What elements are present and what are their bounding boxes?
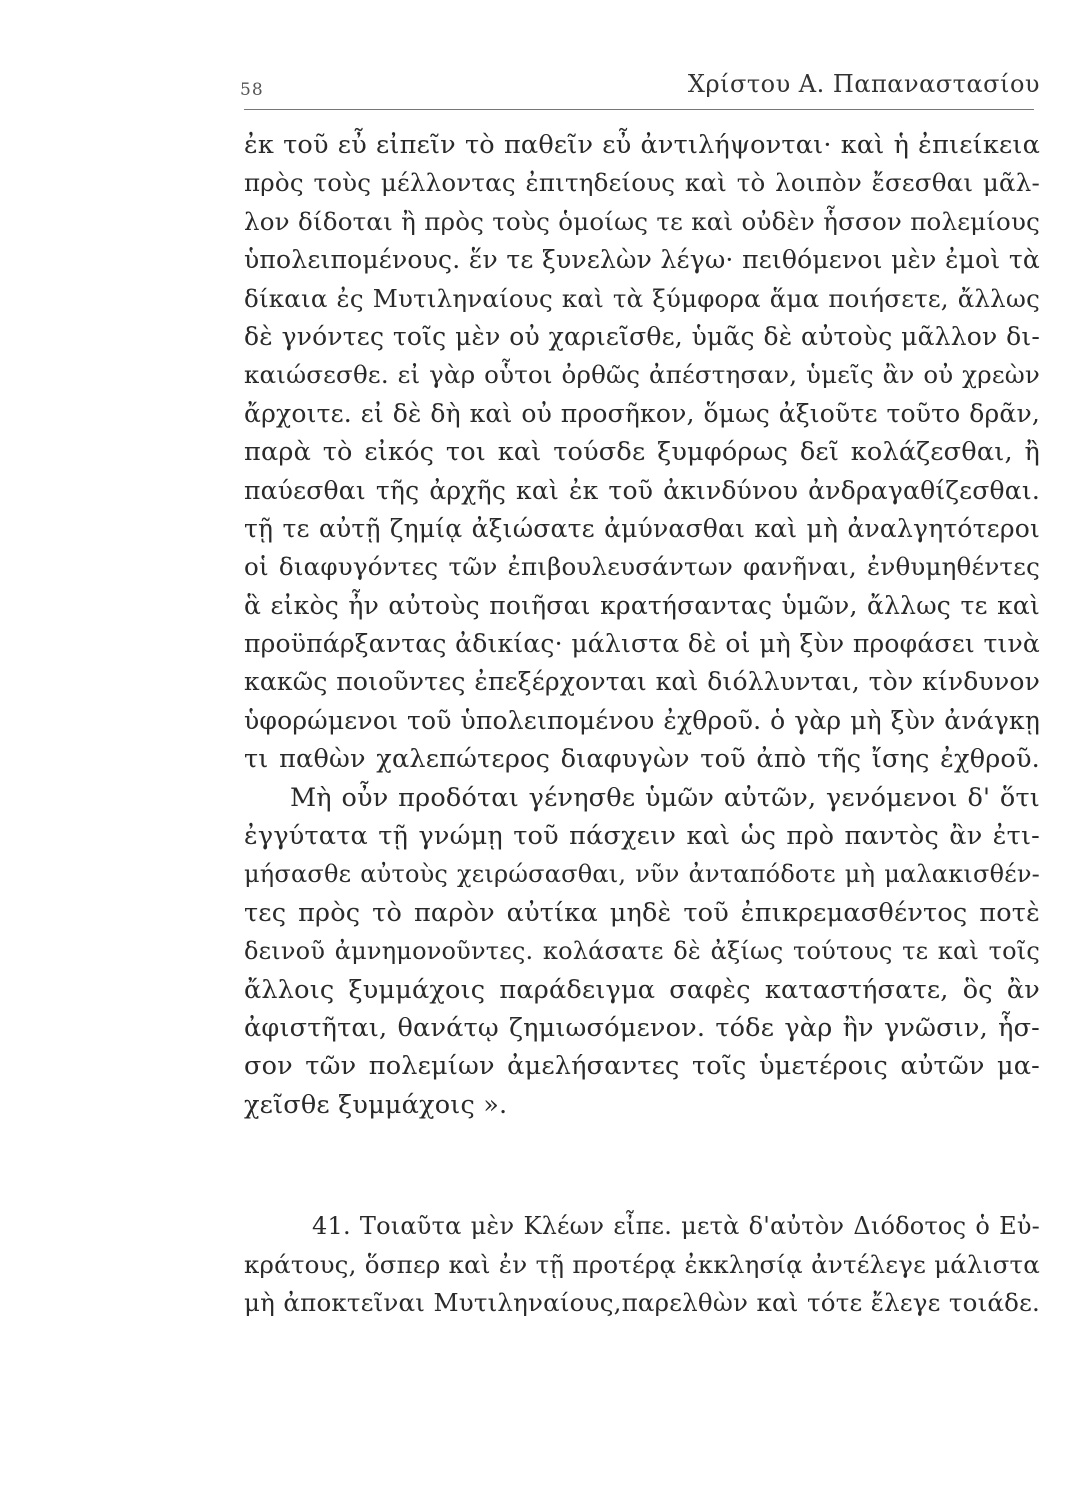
text-line: ἃ εἰκὸς ἦν αὐτοὺς ποιῆσαι κρατήσαντας ὑμῶν, ἄλλως τε καὶ: [244, 590, 1040, 620]
text-line: ἐγγύτατα τῇ γνώμῃ τοῦ πάσχειν καὶ ὡς πρὸ παντὸς ἂν ἐτι-: [244, 821, 1040, 852]
text-line: παρὰ τὸ εἰκός τοι καὶ τούσδε ξυμφόρως δεῖ κολάζεσθαι, ἢ: [244, 437, 1040, 468]
text-line: τι παθὼν χαλεπώτερος διαφυγὼν τοῦ ἀπὸ τῆς ἴσης ἐχθροῦ.: [244, 744, 1040, 775]
text-line: μήσασθε αὐτοὺς χειρώσασθαι, νῦν ἀνταπόδοτε μὴ μαλακισθέν-: [244, 860, 1040, 889]
text-line: ὑπολειπομένους. ἕν τε ξυνελὼν λέγω· πειθόμενοι μὲν ἐμοὶ τὰ: [244, 245, 1040, 275]
text-line: μὴ ἀποκτεῖναι Μυτιληναίους,παρελθὼν καὶ τότε ἔλεγε τοιάδε.: [244, 1288, 1040, 1318]
text-line: οἱ διαφυγόντες τῶν ἐπιβουλευσάντων φανῆναι, ἐνθυμηθέντες: [244, 552, 1040, 582]
header-author: Χρίστου Α. Παπαναστασίου: [687, 70, 1040, 98]
chapter-41: [244, 1207, 1040, 1323]
body-text: [244, 126, 1040, 1124]
text-line: ἄρχοιτε. εἰ δὲ δὴ καὶ οὐ προσῆκον, ὅμως ἀξιοῦτε τοῦτο δρᾶν,: [244, 398, 1040, 428]
text-line: δεινοῦ ἀμνημονοῦντες. κολάσατε δὲ ἀξίως τούτους τε καὶ τοῖς: [244, 937, 1040, 966]
paragraph-end-line: χεῖσθε ξυμμάχοις ».: [244, 1089, 508, 1120]
page-number: 58: [240, 80, 264, 100]
text-line: προϋπάρξαντας ἀδικίας· μάλιστα δὲ οἱ μὴ ξὺν προφάσει τινὰ: [244, 629, 1040, 659]
text-line: ἀφιστῆται, θανάτῳ ζημιωσόμενον. τόδε γὰρ ἢν γνῶσιν, ἧσ-: [244, 1012, 1040, 1043]
text-line: καιώσεσθε. εἰ γὰρ οὗτοι ὀρθῶς ἀπέστησαν, ὑμεῖς ἂν οὐ χρεὼν: [244, 360, 1040, 390]
paragraph-start-line: Μὴ οὖν προδόται γένησθε ὑμῶν αὐτῶν, γενόμενοι δ' ὅτι: [290, 782, 1040, 813]
text-line: ὑφορώμενοι τοῦ ὑπολειπομένου ἐχθροῦ. ὁ γὰρ μὴ ξὺν ἀνάγκῃ: [244, 705, 1040, 735]
text-line: κράτους, ὅσπερ καὶ ἐν τῇ προτέρᾳ ἐκκλησίᾳ ἀντέλεγε μάλιστα: [244, 1249, 1040, 1279]
text-line: δίκαια ἐς Μυτιληναίους καὶ τὰ ξύμφορα ἅμα ποιήσετε, ἄλλως: [244, 283, 1040, 313]
running-header: [240, 66, 1040, 106]
text-line: ἄλλοις ξυμμάχοις παράδειγμα σαφὲς καταστήσατε, ὃς ἂν: [244, 974, 1040, 1005]
text-line: δὲ γνόντες τοῖς μὲν οὐ χαριεῖσθε, ὑμᾶς δὲ αὐτοὺς μᾶλλον δι-: [244, 321, 1040, 351]
text-line: σον τῶν πολεμίων ἀμελήσαντες τοῖς ὑμετέροις αὐτῶν μα-: [244, 1051, 1040, 1082]
text-line: τῇ τε αὐτῇ ζημίᾳ ἀξιώσατε ἀμύνασθαι καὶ μὴ ἀναλγητότεροι: [244, 513, 1040, 543]
text-line: πρὸς τοὺς μέλλοντας ἐπιτηδείους καὶ τὸ λοιπὸν ἔσεσθαι μᾶλ-: [244, 168, 1040, 198]
text-line: τες πρὸς τὸ παρὸν αὐτίκα μηδὲ τοῦ ἐπικρεμασθέντος ποτὲ: [244, 897, 1040, 928]
chapter-start-line: 41. Τοιαῦτα μὲν Κλέων εἶπε. μετὰ δ'αὐτὸν Διόδοτος ὁ Εὐ-: [312, 1212, 1040, 1240]
text-line: κακῶς ποιοῦντες ἐπεξέρχονται καὶ διόλλυνται, τὸν κίνδυνον: [244, 667, 1040, 697]
text-line: ἐκ τοῦ εὖ εἰπεῖν τὸ παθεῖν εὖ ἀντιλήψονται· καὶ ἡ ἐπιείκεια: [244, 130, 1040, 160]
header-rule: [244, 109, 1034, 110]
text-line: παύεσθαι τῆς ἀρχῆς καὶ ἐκ τοῦ ἀκινδύνου ἀνδραγαθίζεσθαι.: [244, 475, 1040, 505]
text-line: λον δίδοται ἢ πρὸς τοὺς ὁμοίως τε καὶ οὐδὲν ἧσσον πολεμίους: [244, 206, 1040, 236]
